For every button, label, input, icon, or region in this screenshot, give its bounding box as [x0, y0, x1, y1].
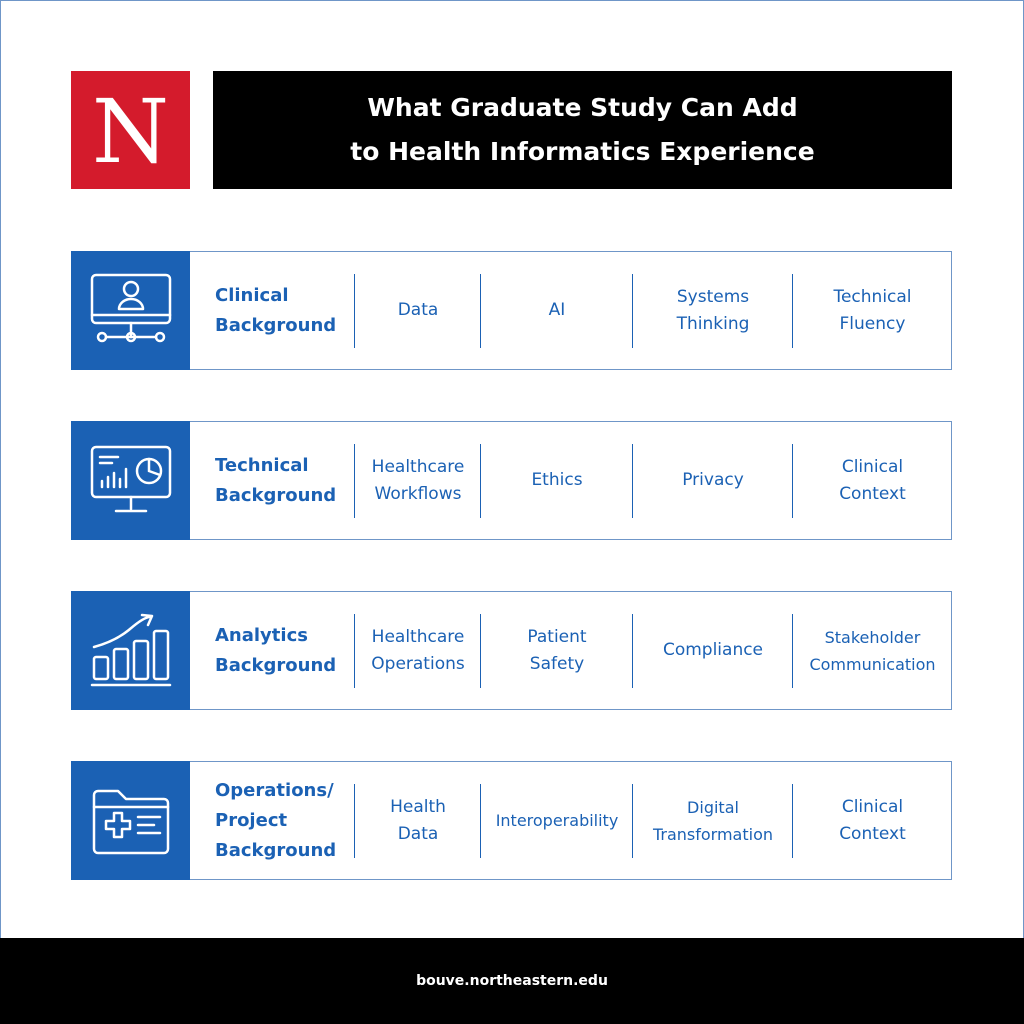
label-line: Clinical	[215, 284, 289, 306]
skill-cell	[633, 762, 793, 879]
label-line: Technical	[215, 454, 309, 476]
cell-line: Context	[839, 483, 906, 504]
label-line: Background	[215, 654, 337, 676]
growth-bar-chart-icon	[71, 591, 190, 710]
cell-line: Compliance	[662, 640, 764, 660]
skill-cell	[355, 422, 481, 539]
cell-line: Thinking	[676, 313, 750, 334]
cell-line: Safety	[529, 653, 585, 674]
skill-cell	[481, 592, 633, 709]
skill-cell	[793, 252, 952, 369]
row-technical-background	[71, 421, 952, 540]
background-label	[215, 422, 355, 539]
cell-line: Transformation	[652, 824, 774, 844]
cell-line: Clinical	[841, 796, 904, 817]
skill-cell	[481, 252, 633, 369]
row-clinical-background	[71, 251, 952, 370]
cell-line: Context	[839, 823, 906, 844]
cell-line: Systems	[676, 286, 750, 307]
cell-line: AI	[548, 300, 566, 320]
cell-line: Data	[397, 300, 439, 320]
cell-line: Healthcare	[371, 456, 465, 477]
cell-line: Data	[397, 823, 439, 844]
label-line: Project	[215, 809, 288, 831]
medical-folder-icon	[71, 761, 190, 880]
cell-line: Privacy	[682, 470, 744, 490]
cell-line: Workflows	[374, 483, 462, 504]
cell-line: Healthcare	[371, 626, 465, 647]
background-label	[215, 252, 355, 369]
skill-cell	[793, 592, 952, 709]
skill-cell	[355, 592, 481, 709]
skill-cell	[793, 422, 952, 539]
row-operations-project-background	[71, 761, 952, 880]
background-label	[215, 592, 355, 709]
title-line-2: to Health Informatics Experience	[350, 137, 815, 166]
footer	[0, 938, 1024, 1024]
page-title	[213, 71, 952, 189]
footer-url[interactable]: bouve.northeastern.edu	[416, 973, 608, 989]
cell-line: Digital	[687, 797, 739, 817]
label-line: Operations/	[215, 779, 334, 801]
skill-cell	[481, 422, 633, 539]
cell-line: Operations	[371, 653, 465, 674]
cell-line: Patient	[527, 626, 587, 647]
skill-cell	[355, 252, 481, 369]
label-line: Background	[215, 314, 337, 336]
skill-cell	[481, 762, 633, 879]
skill-cell	[633, 422, 793, 539]
cell-line: Technical	[833, 286, 912, 307]
label-line: Background	[215, 484, 337, 506]
label-line: Background	[215, 839, 337, 861]
cell-line: Clinical	[841, 456, 904, 477]
row-analytics-background	[71, 591, 952, 710]
cell-line: Ethics	[531, 470, 583, 490]
cell-line: Communication	[809, 654, 936, 674]
northeastern-logo	[71, 71, 190, 189]
logo-letter: N	[92, 80, 169, 183]
cell-line: Health	[390, 796, 446, 817]
cell-line: Interoperability	[495, 811, 619, 830]
label-line: Analytics	[215, 624, 308, 646]
monitor-chart-icon	[71, 421, 190, 540]
skill-cell	[355, 762, 481, 879]
monitor-user-icon	[71, 251, 190, 370]
title-line-1: What Graduate Study Can Add	[367, 93, 798, 122]
cell-line: Fluency	[839, 313, 906, 334]
skill-cell	[633, 252, 793, 369]
skill-cell	[793, 762, 952, 879]
skill-cell	[633, 592, 793, 709]
background-label	[215, 762, 355, 879]
cell-line: Stakeholder	[824, 627, 921, 647]
